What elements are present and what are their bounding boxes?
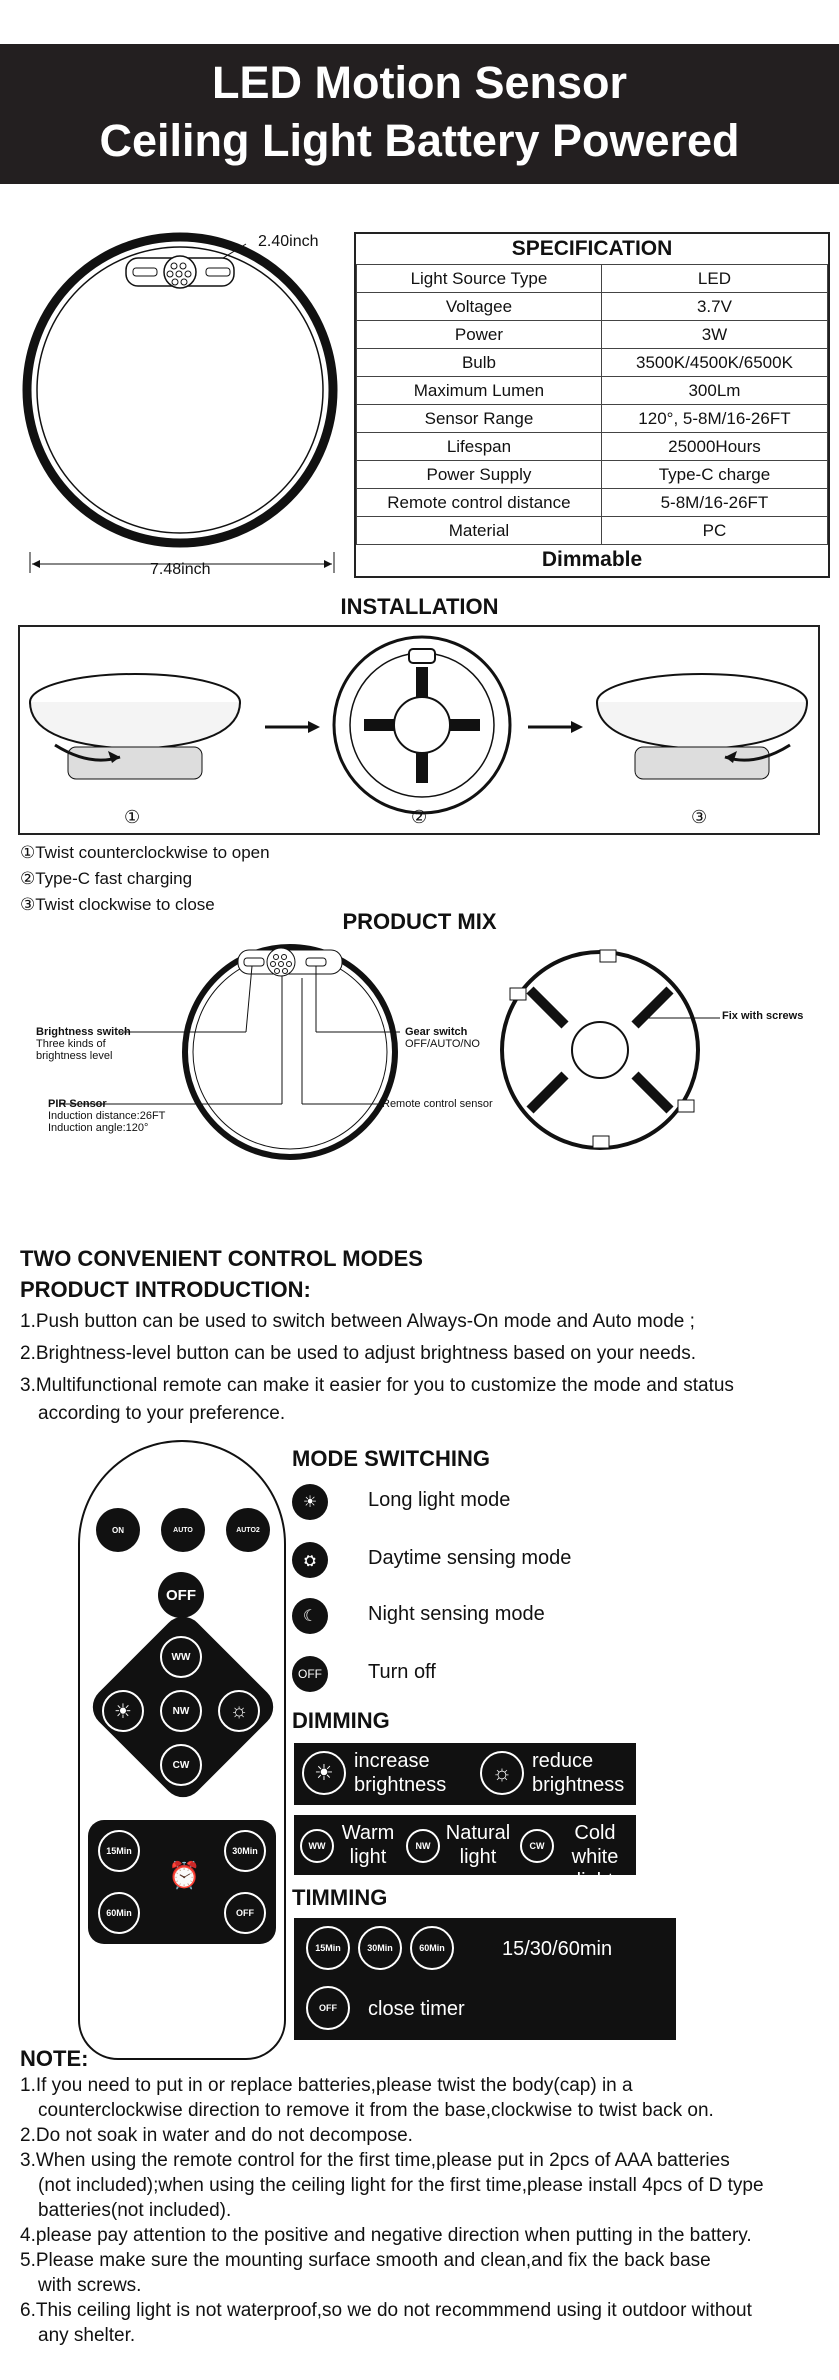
remote-on-button[interactable]: ON: [96, 1508, 140, 1552]
spec-title: SPECIFICATION: [357, 234, 828, 265]
mode-label: Turn off: [368, 1661, 436, 1683]
brightness-switch-label: Brightness switch: [36, 1026, 131, 1038]
note-line: with screws.: [38, 2275, 142, 2296]
remote-sensor-label: Remote control sensor: [382, 1098, 493, 1110]
installation-panel: [18, 625, 820, 835]
spec-row: Voltagee 3.7V: [357, 293, 828, 321]
screws-label: Fix with screws: [722, 1010, 804, 1022]
intro-item: 2.Brightness-level button can be used to adjust brightness based on your needs.: [20, 1343, 696, 1364]
intro-item: 3.Multifunctional remote can make it easier for you to customize the mode and status: [20, 1375, 734, 1396]
mode-label: Long light mode: [368, 1489, 511, 1511]
dimming-brightness-panel: [294, 1743, 636, 1805]
remote-increase-brightness-button[interactable]: ☀: [102, 1690, 144, 1732]
installation-step: ①Twist counterclockwise to open: [20, 843, 270, 862]
note-list: [20, 2073, 830, 2348]
spec-row: Bulb 3500K/4500K/6500K: [357, 349, 828, 377]
warm-light-icon: WW: [300, 1829, 334, 1863]
gear-switch-callout: [405, 1026, 480, 1050]
spec-row: Light Source Type LED: [357, 265, 828, 293]
pir-sensor-desc: Induction distance:26FT: [48, 1110, 166, 1122]
dimension-width-label: 7.48inch: [150, 561, 211, 578]
mode-switching-title: MODE SWITCHING: [292, 1446, 490, 1471]
timer-options-label: 15/30/60min: [502, 1938, 613, 1960]
pir-sensor-label: PIR Sensor: [48, 1098, 107, 1110]
spec-footer: Dimmable: [357, 545, 828, 576]
spec-row: Power Supply Type-C charge: [357, 461, 828, 489]
timming-panel: [294, 1918, 676, 2040]
note-line: batteries(not included).: [38, 2200, 232, 2221]
remote-cw-button[interactable]: CW: [160, 1744, 202, 1786]
note-line: 5.Please make sure the mounting surface smooth and clean,and fix the back base: [20, 2250, 711, 2271]
long-light-mode-icon: ☀: [292, 1484, 328, 1520]
cold-light-icon: CW: [520, 1829, 554, 1863]
gear-switch-desc: OFF/AUTO/NO: [405, 1038, 480, 1050]
pir-sensor-callout: [48, 1098, 165, 1134]
product-intro-title: PRODUCT INTRODUCTION:: [20, 1277, 311, 1302]
pir-sensor-desc: Induction angle:120°: [48, 1122, 149, 1134]
timer-15-icon: 15Min: [306, 1926, 350, 1970]
daytime-sensing-mode-icon: ⛭: [292, 1542, 328, 1578]
alarm-clock-icon: ⏰: [168, 1860, 201, 1890]
spec-row: Power 3W: [357, 321, 828, 349]
note-title: NOTE:: [20, 2046, 89, 2071]
control-modes-title: TWO CONVENIENT CONTROL MODES: [20, 1246, 423, 1271]
remote-reduce-brightness-button[interactable]: ☼: [218, 1690, 260, 1732]
gear-switch-label: Gear switch: [405, 1026, 468, 1038]
installation-title: INSTALLATION: [340, 594, 499, 619]
reduce-brightness-text: reduce brightness: [532, 1750, 625, 1796]
brightness-switch-callout: [36, 1026, 131, 1062]
note-line: (not included);when using the ceiling light for the first time,please install 4pcs of D type: [38, 2175, 764, 2196]
spec-row: Sensor Range 120°, 5-8M/16-26FT: [357, 405, 828, 433]
note-line: 3.When using the remote control for the first time,please put in 2pcs of AAA batteries: [20, 2150, 730, 2171]
spec-row: Remote control distance 5-8M/16-26FT: [357, 489, 828, 517]
increase-brightness-icon: ☀: [302, 1751, 346, 1795]
intro-item: 1.Push button can be used to switch between Always-On mode and Auto mode ;: [20, 1311, 695, 1332]
remote-off-button[interactable]: OFF: [158, 1572, 204, 1618]
note-line: counterclockwise direction to remove it from the base,clockwise to twist back on.: [38, 2100, 714, 2121]
close-timer-label: close timer: [368, 1998, 465, 2020]
increase-brightness-text: increase brightness: [354, 1750, 447, 1796]
intro-list: [20, 1308, 820, 1428]
pir-sensor-dome: [164, 256, 196, 288]
installation-step: ②Type-C fast charging: [20, 869, 193, 888]
close-timer-icon: OFF: [306, 1986, 350, 2030]
header-title-line2: Ceiling Light Battery Powered: [99, 115, 740, 166]
header-title-line1: LED Motion Sensor: [212, 57, 627, 108]
remote-timer-off-button[interactable]: OFF: [224, 1892, 266, 1934]
note-line: 2.Do not soak in water and do not decompose.: [20, 2125, 413, 2146]
note-line: 1.If you need to put in or replace batteries,please twist the body(cap) in a: [20, 2075, 633, 2096]
remote-ww-button[interactable]: WW: [160, 1636, 202, 1678]
product-mix-title: PRODUCT MIX: [342, 909, 497, 934]
installation-step-number-3: ③: [691, 807, 708, 827]
specification-table: [354, 232, 830, 578]
spec-row: Maximum Lumen 300Lm: [357, 377, 828, 405]
intro-item-continued: according to your preference.: [38, 1403, 286, 1424]
page-header: [0, 44, 839, 184]
warm-light-text: Warm light: [341, 1822, 395, 1868]
note-line: 6.This ceiling light is not waterproof,so we do not recommmend using it outdoor without: [20, 2300, 752, 2321]
remote-timer-30-button[interactable]: 30Min: [224, 1830, 266, 1872]
mode-label: Daytime sensing mode: [368, 1547, 572, 1569]
installation-steps: [20, 840, 270, 918]
spec-row: Lifespan 25000Hours: [357, 433, 828, 461]
note-line: any shelter.: [38, 2325, 136, 2346]
turn-off-icon: OFF: [292, 1656, 328, 1692]
light-ring-inner: [37, 247, 323, 533]
remote-control: [78, 1440, 286, 2060]
remote-timer-panel: [88, 1820, 276, 1944]
note-line: 4.please pay attention to the positive and negative direction when putting in the battery.: [20, 2225, 752, 2246]
timer-60-icon: 60Min: [410, 1926, 454, 1970]
brightness-switch-desc: Three kinds of: [36, 1038, 106, 1050]
remote-timer-60-button[interactable]: 60Min: [98, 1892, 140, 1934]
light-top-view-diagram: [18, 228, 348, 588]
mode-label: Night sensing mode: [368, 1603, 545, 1625]
brightness-switch-desc: brightness level: [36, 1050, 113, 1062]
remote-auto2-button[interactable]: AUTO2: [226, 1508, 270, 1552]
cold-light-text: Cold white light: [571, 1822, 619, 1892]
installation-step-number-1: ①: [124, 807, 141, 827]
dimension-height-label: 2.40inch: [258, 233, 319, 250]
product-mix-diagram: [20, 940, 820, 1170]
dimming-title: DIMMING: [292, 1708, 390, 1733]
installation-step-number-2: ②: [411, 807, 428, 827]
remote-timer-15-button[interactable]: 15Min: [98, 1830, 140, 1872]
dimming-color-panel: [294, 1815, 636, 1892]
installation-step: ③Twist clockwise to close: [20, 895, 215, 914]
remote-nw-button[interactable]: NW: [160, 1690, 202, 1732]
timer-30-icon: 30Min: [358, 1926, 402, 1970]
timming-title: TIMMING: [292, 1885, 388, 1910]
night-sensing-mode-icon: ☾: [292, 1598, 328, 1634]
installation-illustration: [20, 627, 820, 833]
natural-light-text: Natural light: [445, 1822, 511, 1868]
reduce-brightness-icon: ☼: [480, 1751, 524, 1795]
natural-light-icon: NW: [406, 1829, 440, 1863]
remote-auto-button[interactable]: AUTO: [161, 1508, 205, 1552]
spec-row: Material PC: [357, 517, 828, 545]
